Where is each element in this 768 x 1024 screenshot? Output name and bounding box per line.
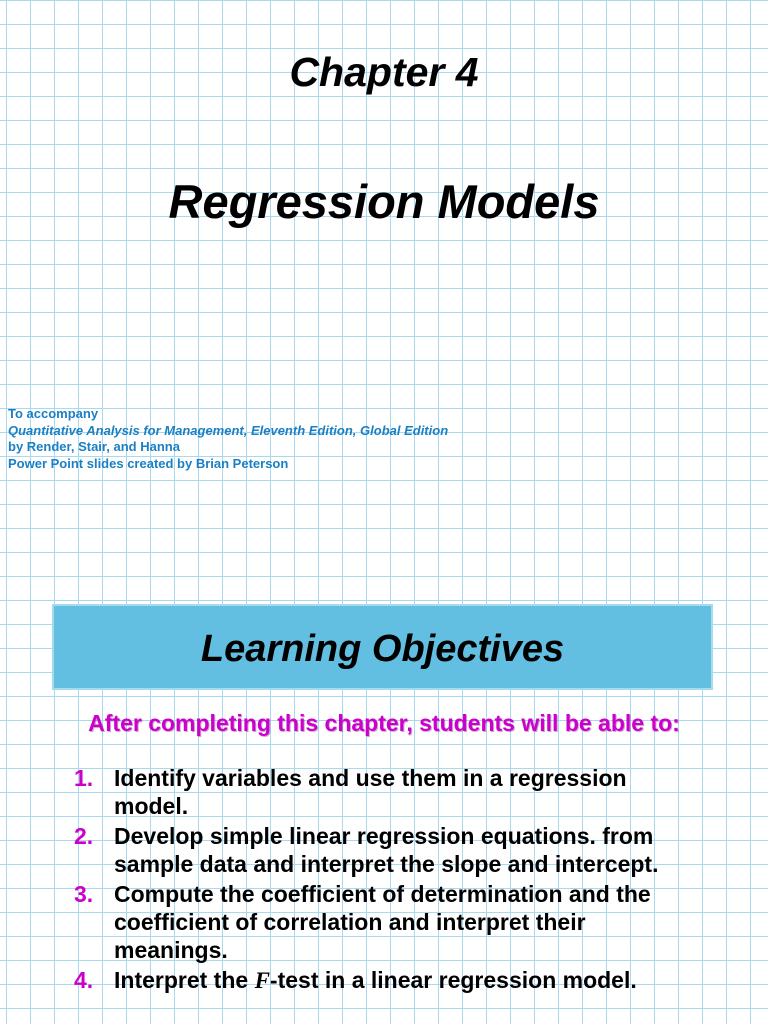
chapter-title: Chapter 4 <box>289 49 479 95</box>
objective-text: Compute the coefficient of determination and the coefficient of correlation and interpret their meanings. <box>114 881 651 963</box>
objective-item-1 <box>74 764 694 820</box>
f-variable: F <box>254 968 270 993</box>
objective-text-pre: Interpret the <box>114 967 255 993</box>
credits-book-title: Quantitative Analysis for Management, Eleventh Edition, Global Edition <box>8 422 449 438</box>
objective-text: Develop simple linear regression equations. from sample data and interpret the slope and intercept. <box>114 823 659 877</box>
objective-number: 3. <box>74 881 94 907</box>
credits-block <box>8 406 448 472</box>
objective-number: 2. <box>74 823 94 849</box>
objective-number: 4. <box>74 967 94 993</box>
learning-objectives-slide <box>0 512 768 1024</box>
credits-authors: by Render, Stair, and Hanna <box>8 439 180 454</box>
learning-objectives-banner <box>52 604 713 690</box>
learning-objectives-heading: Learning Objectives <box>200 628 565 670</box>
objective-item-2 <box>74 822 694 878</box>
credits-accompany: To accompany <box>8 406 99 421</box>
objective-number: 1. <box>74 765 94 791</box>
objectives-intro: After completing this chapter, students will be able to: <box>88 710 680 736</box>
objectives-list <box>74 764 694 997</box>
objective-item-4 <box>74 966 694 995</box>
objective-item-3 <box>74 880 694 964</box>
objective-text <box>114 967 637 993</box>
credits-slides-author: Power Point slides created by Brian Peterson <box>8 455 289 471</box>
chapter-name: Regression Models <box>168 175 600 228</box>
objective-text: Identify variables and use them in a regression model. <box>114 765 627 819</box>
objective-text-post: -test in a linear regression model. <box>269 967 637 993</box>
